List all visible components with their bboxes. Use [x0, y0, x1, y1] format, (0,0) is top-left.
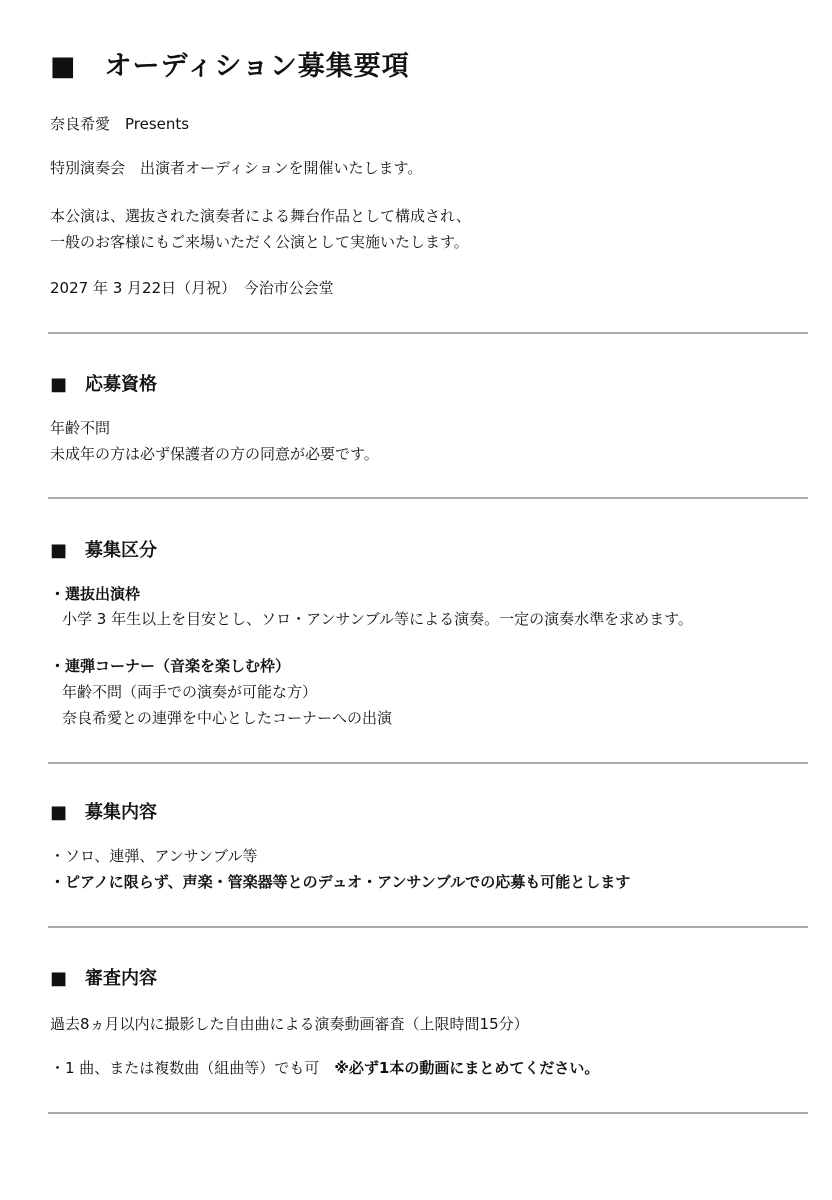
category-1-text: 小学 3 年生以上を目安とし、ソロ・アンサンブル等による演奏。一定の演奏水準を求めます。 — [62, 610, 693, 628]
event-line: 特別演奏会 出演者オーディションを開催いたします。 — [50, 159, 423, 177]
review-heading: ■ 審査内容 — [50, 968, 158, 989]
category-2-heading: ・連弾コーナー（音楽を楽しむ枠） — [50, 657, 291, 675]
section-divider — [48, 762, 808, 764]
date-venue-line: 2027 年 3 月22日（月祝） 今治市公会堂 — [50, 279, 334, 297]
section-divider — [48, 926, 808, 928]
description-line-1: 本公演は、選抜された演奏者による舞台作品として構成され、 — [50, 207, 471, 225]
content-heading: ■ 募集内容 — [50, 802, 158, 823]
review-line-1: 過去8ヵ月以内に撮影した自由曲による演奏動画審査（上限時間15分） — [50, 1015, 529, 1033]
section-divider — [48, 497, 808, 499]
description-line-2: 一般のお客様にもご来場いただく公演として実施いたします。 — [50, 233, 469, 251]
eligibility-heading: ■ 応募資格 — [50, 374, 158, 395]
section-divider — [48, 332, 808, 334]
eligibility-line-2: 未成年の方は必ず保護者の方の同意が必要です。 — [50, 445, 379, 463]
category-2-line-1: 年齢不問（両手での演奏が可能な方） — [62, 683, 318, 701]
eligibility-line-1: 年齢不問 — [50, 419, 111, 437]
presenter-line: 奈良希愛 Presents — [50, 115, 190, 133]
review-line-2 — [50, 1058, 599, 1078]
review-line-2-note: ※必ず1本の動画にまとめてください。 — [334, 1059, 600, 1077]
content-line-1: ・ソロ、連弾、アンサンブル等 — [50, 847, 258, 865]
category-2-line-2: 奈良希愛との連弾を中心としたコーナーへの出演 — [62, 709, 393, 727]
content-line-2: ・ピアノに限らず、声楽・管楽器等とのデュオ・アンサンブルでの応募も可能とします — [50, 873, 631, 891]
review-line-2-plain: ・1 曲、または複数曲（組曲等）でも可 — [50, 1059, 335, 1077]
category-1-heading: ・選抜出演枠 — [50, 585, 141, 603]
section-divider — [48, 1112, 808, 1114]
page-title: ■ オーディション募集要項 — [50, 51, 410, 82]
categories-heading: ■ 募集区分 — [50, 540, 158, 561]
